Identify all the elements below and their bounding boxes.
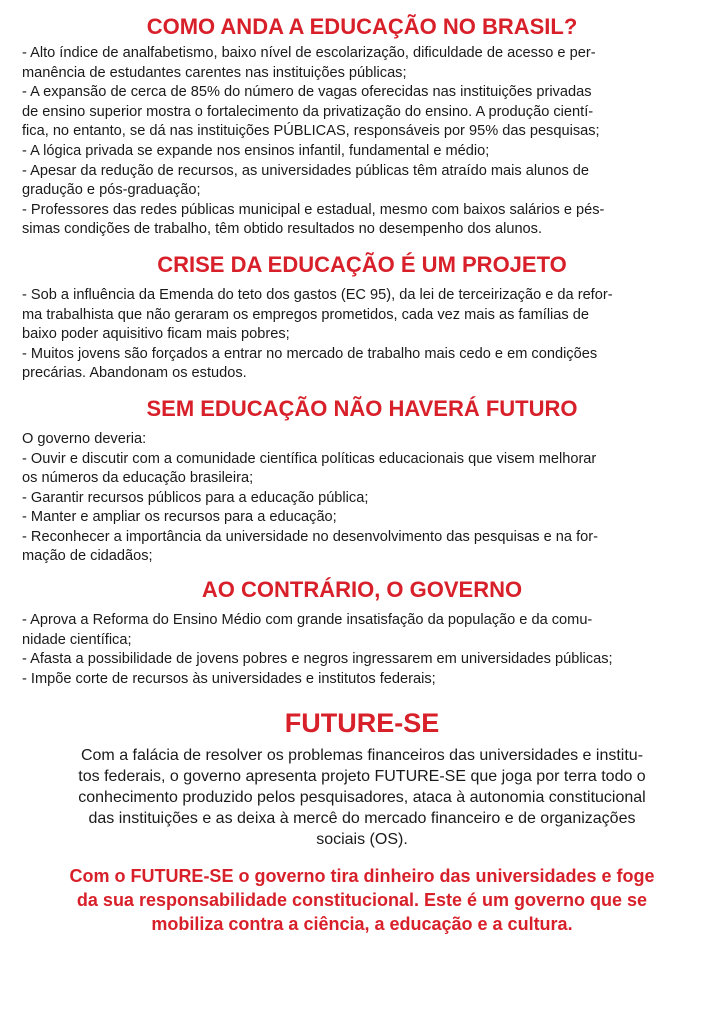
section-crisis-project [22,252,702,384]
section-government-contrary [22,577,702,689]
text-line: - Ouvir e discutir com a comunidade científica políticas educacionais que visem melhorar [22,450,597,467]
text-line: manência de estudantes carentes nas instituições públicas; [22,64,407,81]
text-line: sociais (OS). [316,831,408,849]
text-line: - A expansão de cerca de 85% do número de vagas oferecidas nas instituições privadas [22,84,592,101]
section-body [22,44,702,240]
text-line: simas condições de trabalho, têm obtido resultados no desempenho dos alunos. [22,221,543,238]
text-line: das instituições e as deixa à mercê do mercado financeiro e de organizações [88,810,636,828]
text-line: - Sob a influência da Emenda do teto dos gastos (EC 95), da lei de terceirização e da refor- [22,286,613,303]
text-line: de ensino superior mostra o fortalecimento da privatização do ensino. A produção cientí- [22,103,594,120]
section-heading: SEM EDUCAÇÃO NÃO HAVERÁ FUTURO [146,395,578,421]
section-heading: COMO ANDA A EDUCAÇÃO NO BRASIL? [146,14,578,39]
text-line: os números da educação brasileira; [22,470,254,487]
section-heading: CRISE DA EDUCAÇÃO É UM PROJETO [157,251,567,277]
section-future-se [22,707,702,936]
section-heading: FUTURE-SE [284,708,440,739]
text-line: - Manter e ampliar os recursos para a educação; [22,509,337,526]
text-line: Com a falácia de resolver os problemas financeiros das universidades e institu- [80,747,644,765]
text-line: - Reconhecer a importância da universidade no desenvolvimento das pesquisas e na for- [22,528,598,545]
section-body [22,430,702,567]
text-line: precárias. Abandonam os estudos. [22,365,247,382]
text-line: nidade científica; [22,631,132,648]
text-line: ma trabalhista que não geraram os empregos prometidos, cada vez mais as famílias de [22,306,590,323]
text-line: - Professores das redes públicas municipal e estadual, mesmo com baixos salários e pés- [22,201,605,218]
text-line: - Impõe corte de recursos às universidades e institutos federais; [22,670,436,687]
closing-line: mobiliza contra a ciência, a educação e a cultura. [151,914,573,935]
text-line: fica, no entanto, se dá nas instituições PÚBLICAS, responsáveis por 95% das pesquisas; [22,123,600,140]
text-line: - Alto índice de analfabetismo, baixo nível de escolarização, dificuldade de acesso e per- [22,45,596,61]
text-line: - Muitos jovens são forçados a entrar no mercado de trabalho mais cedo e em condições [22,345,598,362]
text-line: O governo deveria: [22,430,147,447]
text-line: - A lógica privada se expande nos ensinos infantil, fundamental e médio; [22,142,490,159]
text-line: tos federais, o governo apresenta projeto FUTURE-SE que joga por terra todo o [78,768,646,786]
text-line: - Aprova a Reforma do Ensino Médio com grande insatisfação da população e da comu- [22,612,593,629]
text-line: conhecimento produzido pelos pesquisadores, ataca à autonomia constitucional [78,789,646,807]
section-body [22,286,702,384]
future-se-paragraph [22,745,702,850]
closing-line: da sua responsabilidade constitucional. Este é um governo que se [76,890,648,911]
text-line: - Garantir recursos públicos para a educação pública; [22,489,369,506]
section-no-future [22,396,702,567]
text-line: - Apesar da redução de recursos, as universidades públicas têm atraído mais alunos de [22,162,590,179]
text-line: mação de cidadãos; [22,548,153,565]
closing-statement [22,864,702,936]
section-body [22,611,702,689]
text-line: baixo poder aquisitivo ficam mais pobres; [22,326,290,343]
text-line: - Afasta a possibilidade de jovens pobres e negros ingressarem em universidades públicas; [22,651,613,668]
section-education-status [22,14,702,240]
text-line: gradução e pós-graduação; [22,182,201,199]
section-heading: AO CONTRÁRIO, O GOVERNO [201,577,523,603]
closing-line: Com o FUTURE-SE o governo tira dinheiro das universidades e foge [69,866,655,887]
